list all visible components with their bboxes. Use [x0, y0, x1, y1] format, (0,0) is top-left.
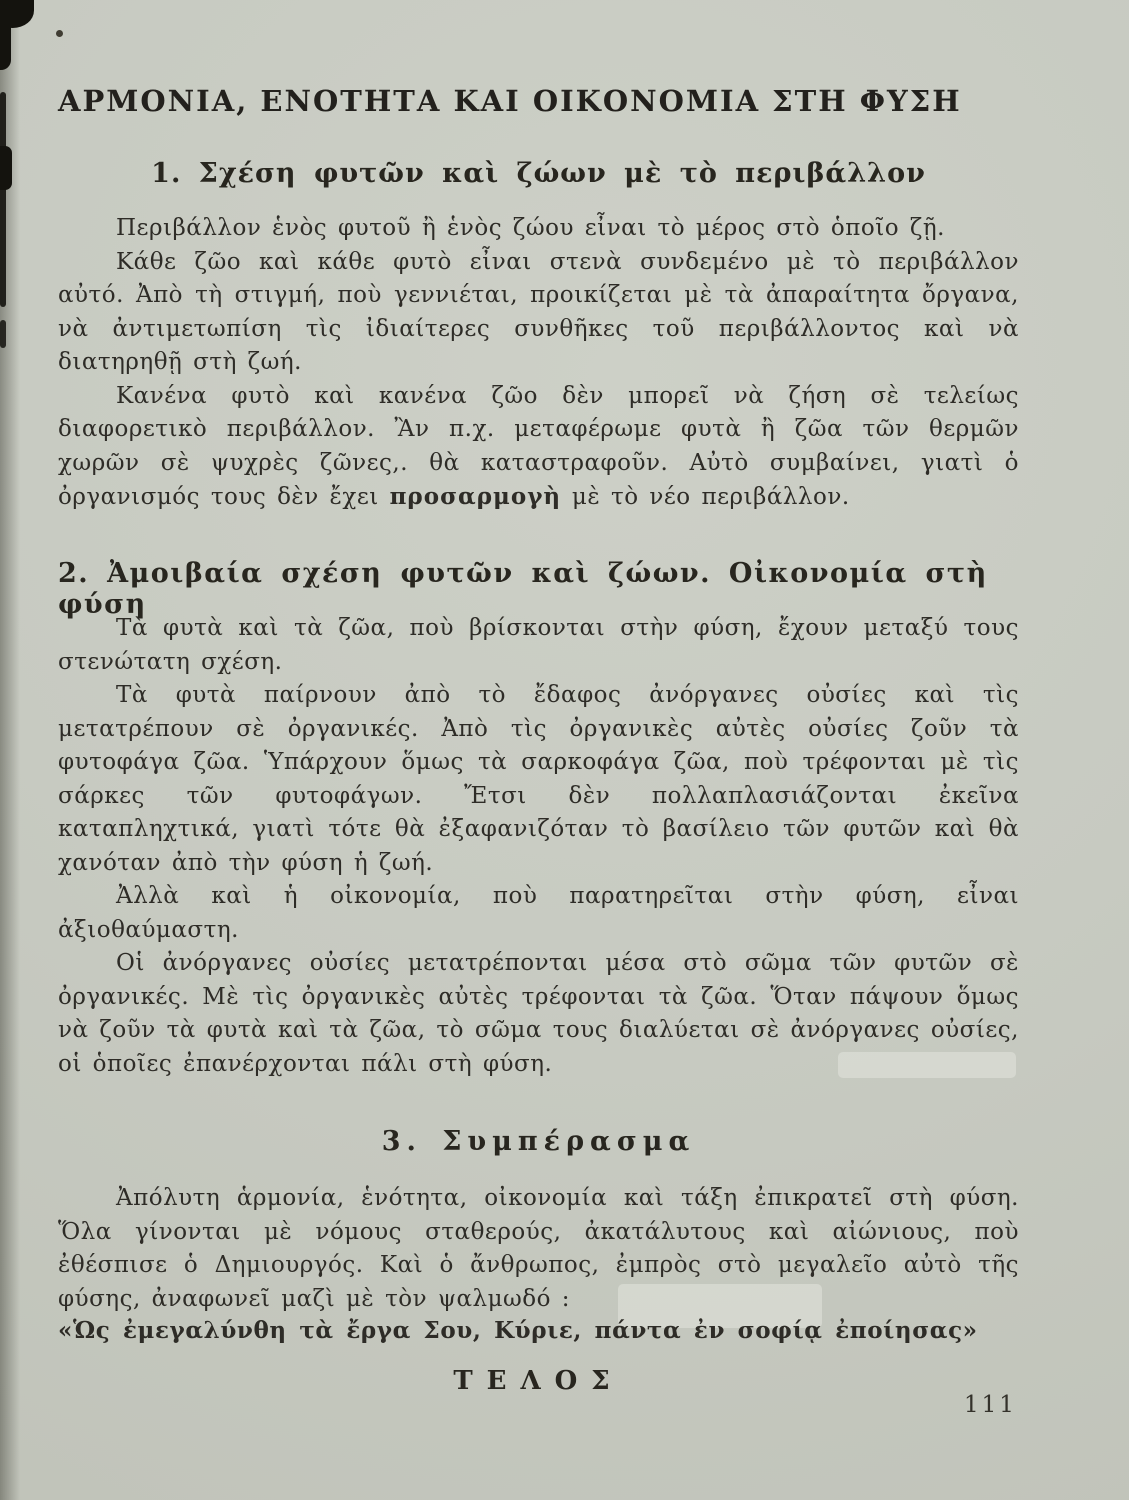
- section-2-heading: 2. Ἀμοιβαία σχέση φυτῶν καὶ ζώων. Οἰκονομία στὴ φύση: [58, 558, 988, 620]
- gutter-ink-mark-3: [0, 320, 6, 348]
- paragraph-economy-admirable: Ἀλλὰ καὶ ἡ οἰκονομία, ποὺ παρατηρεῖται στὴν φύση, εἶναι ἀξιοθαύμαστη.: [58, 883, 1019, 943]
- scripture-quote: «Ὡς ἐμεγαλύνθη τὰ ἔργα Σου, Κύριε, πάντα ἐν σοφίᾳ ἐποίησας»: [58, 1317, 978, 1344]
- gutter-ink-line: [0, 92, 6, 307]
- section-2-body: [58, 612, 1019, 1081]
- gutter-ink-mark-1: [0, 0, 11, 70]
- page-number: 111: [964, 1392, 1017, 1418]
- paragraph-adaptation: [58, 380, 1019, 515]
- section-1-body: [58, 212, 1019, 515]
- section-1-heading: 1. Σχέση φυτῶν καὶ ζώων μὲ τὸ περιβάλλον: [151, 158, 926, 189]
- page-title: ΑΡΜΟΝΙΑ, ΕΝΟΤΗΤΑ ΚΑΙ ΟΙΚΟΝΟΜΙΑ ΣΤΗ ΦΥΣΗ: [58, 84, 962, 118]
- paragraph-adaptation-text-after: μὲ τὸ νέο περιβάλλον.: [561, 484, 850, 510]
- paragraph-mutual-relation: Τὰ φυτὰ καὶ τὰ ζῶα, ποὺ βρίσκονται στὴν φύση, ἔχουν μεταξύ τους στενώτατη σχέση.: [58, 615, 1019, 675]
- dust-speck: [56, 30, 63, 37]
- paragraph-environment-definition: Περιβάλλον ἑνὸς φυτοῦ ἢ ἑνὸς ζώου εἶναι τὸ μέρος στὸ ὁποῖο ζῇ.: [116, 215, 945, 241]
- end-label: ΤΕΛΟΣ: [453, 1366, 624, 1396]
- paragraph-conclusion: Ἀπόλυτη ἁρμονία, ἑνότητα, οἰκονομία καὶ τάξη ἐπικρατεῖ στὴ φύση. Ὅλα γίνονται μὲ νόμους σταθερούς, ἀκατάλυτους καὶ αἰώνιους, ποὺ ἐθέσπισε ὁ Δημιουργός. Καὶ ὁ ἄνθρωπος, ἐμπρὸς στὸ μεγαλεῖο αὐτὸ τῆς φύσης, ἀναφωνεῖ μαζὶ μὲ τὸν ψαλμωδό :: [58, 1185, 1019, 1312]
- paragraph-food-chain: Τὰ φυτὰ παίρνουν ἀπὸ τὸ ἔδαφος ἀνόργανες οὐσίες καὶ τὶς μετατρέπουν σὲ ὀργανικές. Ἀπὸ τὶς ὀργανικὲς αὐτὲς οὐσίες ζοῦν τὰ φυτοφάγα ζῶα. Ὑπάρχουν ὅμως τὰ σαρκοφάγα ζῶα, ποὺ τρέφονται μὲ τὶς σάρκες τῶν φυτοφάγων. Ἔτσι δὲν πολλαπλασιάζονται ἐκεῖνα καταπληχτικά, γιατὶ τότε θὰ ἐξαφανιζόταν τὸ βασίλειο τῶν φυτῶν καὶ θὰ χανόταν ἀπὸ τὴν φύση ἡ ζωή.: [58, 682, 1019, 876]
- gutter-ink-mark-2: [0, 146, 12, 190]
- paragraph-adaptation-text-before: Κανένα φυτὸ καὶ κανένα ζῶο δὲν μπορεῖ νὰ ζήση σὲ τελείως διαφορετικὸ περιβάλλον. Ἂν π.χ. μεταφέρωμε φυτὰ ἢ ζῶα τῶν θερμῶν χωρῶν σὲ ψυχρὲς ζῶνες,. θὰ καταστραφοῦν. Αὐτὸ συμβαίνει, γιατὶ ὁ ὀργανισμός τους δὲν ἔχει: [58, 382, 1019, 510]
- section-3-heading: 3. Συμπέρασμα: [381, 1126, 696, 1157]
- paragraph-organisms-bound-to-environment: Κάθε ζῶο καὶ κάθε φυτὸ εἶναι στενὰ συνδεμένο μὲ τὸ περιβάλλον αὐτό. Ἀπὸ τὴ στιγμή, ποὺ γεννιέται, προικίζεται μὲ τὰ ἀπαραίτητα ὄργανα, νὰ ἀντιμετωπίση τὶς ἰδιαίτερες συνθῆκες τοῦ περιβάλλοντος καὶ νὰ διατηρηθῇ στὴ ζωή.: [58, 248, 1019, 375]
- bold-term-adaptation: προσαρμογὴ: [389, 483, 562, 510]
- paragraph-matter-cycle: Οἱ ἀνόργανες οὐσίες μετατρέπονται μέσα στὸ σῶμα τῶν φυτῶν σὲ ὀργανικές. Μὲ τὶς ὀργανικὲς αὐτὲς τρέφονται τὰ ζῶα. Ὅταν πάψουν ὅμως νὰ ζοῦν τὰ φυτὰ καὶ τὰ ζῶα, τὸ σῶμα τους διαλύεται σὲ ἀνόργανες οὐσίες, οἱ ὁποῖες ἐπανέρχονται πάλι στὴ φύση.: [58, 950, 1019, 1077]
- section-3-body: [58, 1182, 1019, 1316]
